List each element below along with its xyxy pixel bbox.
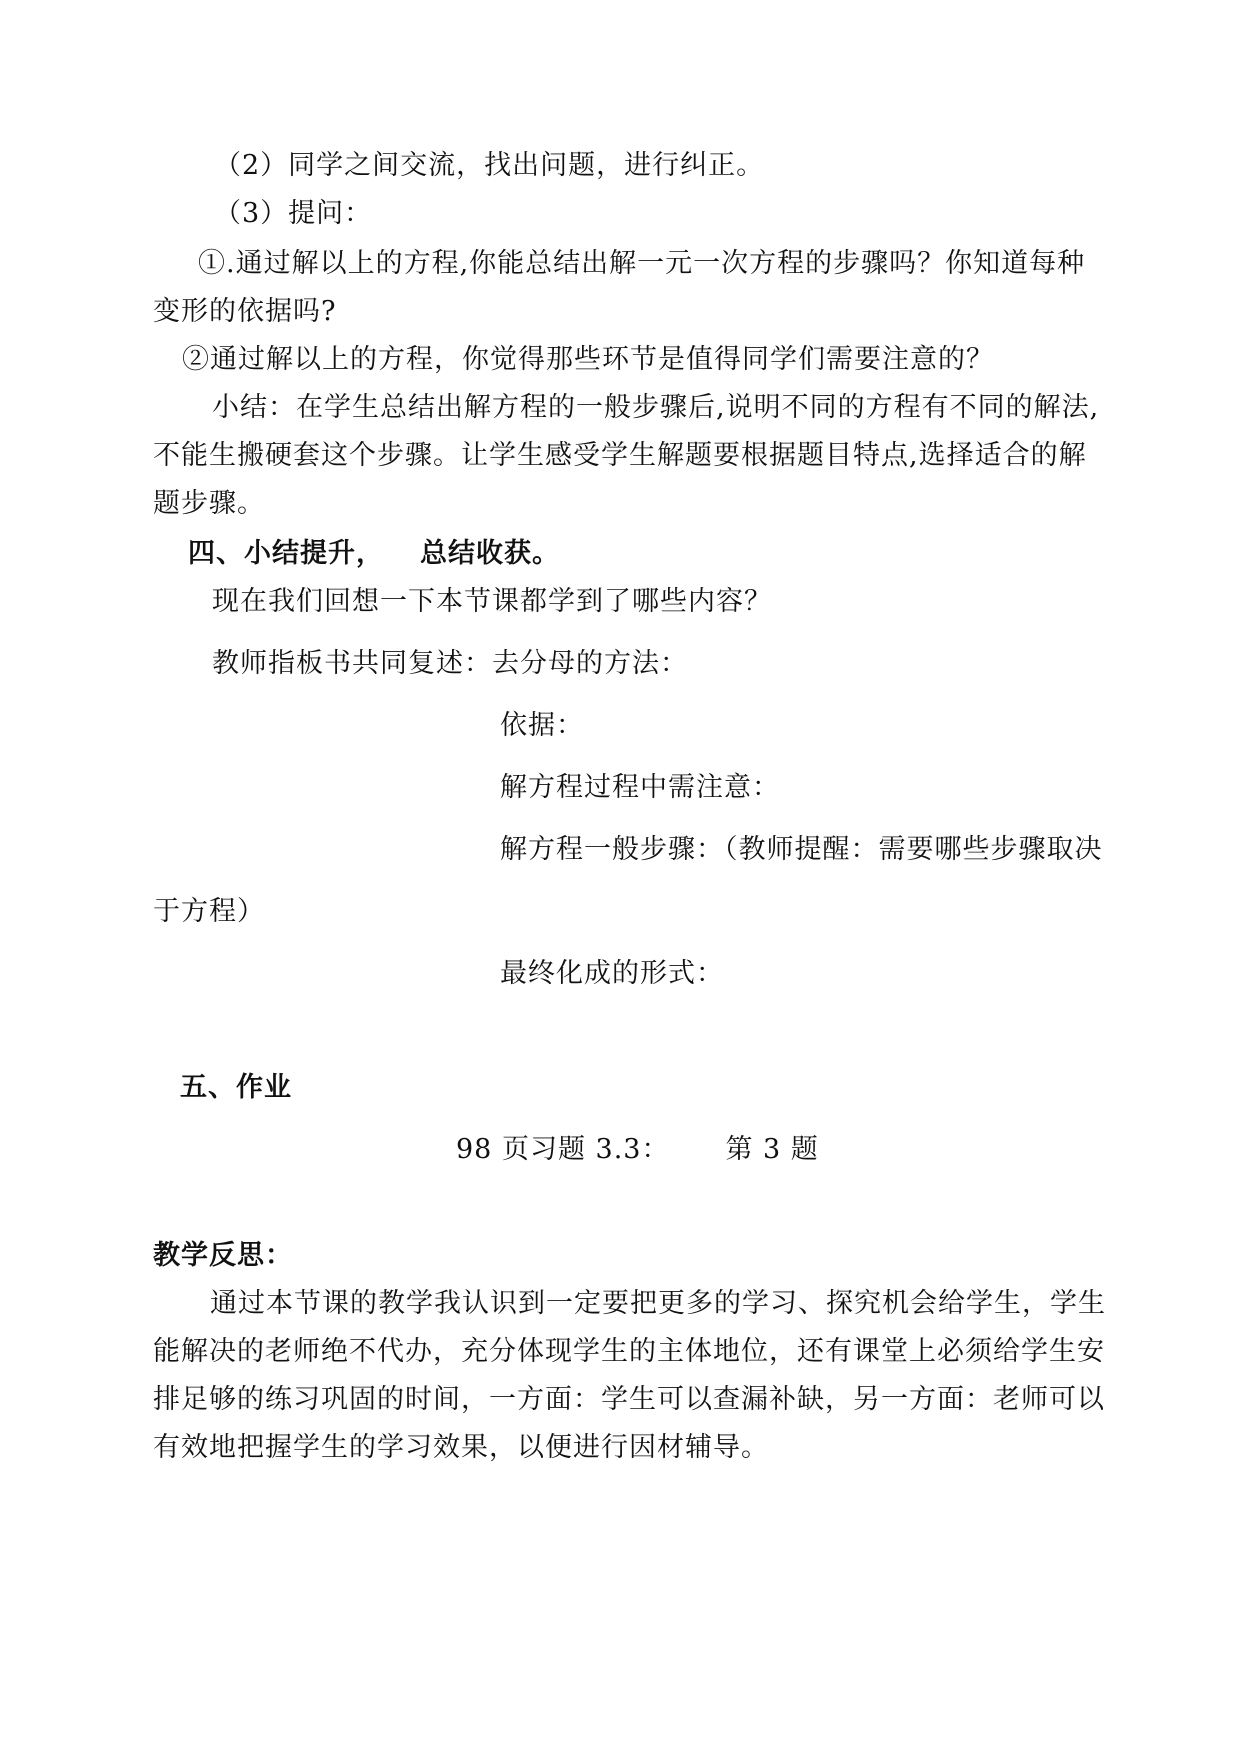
recall-question: 现在我们回想一下本节课都学到了哪些内容？ (212, 586, 772, 617)
summary-line-3: 题步骤。 (153, 488, 265, 519)
section-4-heading-part-2: 总结收获。 (420, 538, 560, 569)
section-4-heading (188, 536, 560, 572)
review-steps-line-2: 于方程） (153, 896, 265, 927)
reflection-heading: 教学反思： (153, 1240, 293, 1271)
summary-line-1: 小结：在学生总结出解方程的一般步骤后,说明不同的方程有不同的解法, (212, 392, 1100, 423)
question-2-text: ②通过解以上的方程，你觉得那些环节是值得同学们需要注意的？ (182, 344, 994, 375)
review-attention: 解方程过程中需注意： (500, 772, 780, 803)
section-4-heading-part-1: 四、小结提升， (188, 538, 384, 569)
section-5-heading: 五、作业 (180, 1072, 292, 1103)
review-steps-line-1: 解方程一般步骤：（教师提醒：需要哪些步骤取决 (500, 834, 1103, 865)
review-intro: 教师指板书共同复述：去分母的方法： (212, 648, 688, 679)
reflection-line-1: 通过本节课的教学我认识到一定要把更多的学习、探究机会给学生，学生 (210, 1288, 1106, 1319)
homework-line (456, 1132, 819, 1168)
question-1-line-1: ①.通过解以上的方程,你能总结出解一元一次方程的步骤吗？你知道每种 (198, 248, 1086, 279)
review-basis: 依据： (500, 710, 584, 741)
question-1-line-2: 变形的依据吗? (153, 296, 337, 327)
homework-exercise: 98 页习题 3.3： (456, 1134, 670, 1165)
homework-question-number: 第 3 题 (725, 1134, 819, 1165)
reflection-line-4: 有效地把握学生的学习效果，以便进行因材辅导。 (153, 1432, 769, 1463)
review-final-form: 最终化成的形式： (500, 958, 724, 989)
reflection-line-3: 排足够的练习巩固的时间，一方面：学生可以查漏补缺，另一方面：老师可以 (153, 1384, 1105, 1415)
reflection-line-2: 能解决的老师绝不代办，充分体现学生的主体地位，还有课堂上必须给学生安 (153, 1336, 1105, 1367)
item-2-text: （2）同学之间交流，找出问题，进行纠正。 (214, 150, 765, 181)
item-3-text: （3）提问： (214, 198, 373, 229)
summary-line-2: 不能生搬硬套这个步骤。让学生感受学生解题要根据题目特点,选择适合的解 (153, 440, 1087, 471)
